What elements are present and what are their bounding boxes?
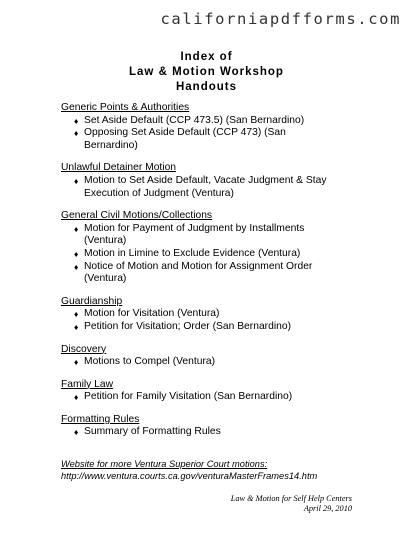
watermark: californiapdfforms.com: [160, 10, 401, 28]
website-note: [61, 459, 317, 482]
list-item-text: Summary of Formatting Rules: [84, 426, 221, 438]
section: [61, 414, 361, 439]
document-title: [0, 50, 413, 95]
diamond-bullet-icon: ♦: [74, 261, 79, 272]
diamond-bullet-icon: ♦: [74, 309, 79, 320]
list-item: [61, 261, 361, 286]
section-heading: Discovery: [61, 343, 107, 355]
footer: [231, 494, 352, 514]
diamond-bullet-icon: ♦: [74, 223, 79, 234]
handout-index: [61, 102, 361, 449]
list-item-text-continued: Bernardino): [84, 139, 138, 151]
section-heading: General Civil Motions/Collections: [61, 210, 213, 222]
list-item-text: Motion for Payment of Judgment by Installments: [84, 222, 305, 234]
list-item: [61, 356, 361, 369]
section-heading: Unlawful Detainer Motion: [61, 162, 177, 174]
list-item: [61, 223, 361, 248]
list-item-text: Motion for Visitation (Ventura): [84, 308, 220, 320]
footer-line-1: Law & Motion for Self Help Centers: [230, 494, 352, 503]
section: [61, 344, 361, 369]
section: [61, 162, 361, 200]
list-item: [61, 308, 361, 321]
list-item-text-continued: (Ventura): [84, 273, 127, 285]
title-line-1: Index of: [180, 51, 233, 63]
website-label: Website for more Ventura Superior Court motions:: [61, 459, 268, 469]
title-line-2: Law & Motion Workshop: [129, 66, 284, 78]
list-item: [61, 391, 361, 404]
list-item: [61, 321, 361, 334]
section: [61, 296, 361, 334]
diamond-bullet-icon: ♦: [74, 392, 79, 403]
diamond-bullet-icon: ♦: [74, 357, 79, 368]
list-item-text: Motions to Compel (Ventura): [84, 356, 216, 368]
list-item: [61, 127, 361, 152]
list-item-text: Set Aside Default (CCP 473.5) (San Bernardino): [84, 114, 305, 126]
list-item: [61, 115, 361, 128]
list-item: [61, 248, 361, 261]
diamond-bullet-icon: ♦: [74, 427, 79, 438]
section-heading: Family Law: [61, 378, 114, 390]
list-item-text: Petition for Family Visitation (San Bernardino): [84, 391, 293, 403]
list-item-text-continued: Execution of Judgment (Ventura): [84, 187, 234, 199]
section-heading: Formatting Rules: [61, 413, 140, 425]
list-item-text: Motion in Limine to Exclude Evidence (Ventura): [84, 247, 301, 259]
section: [61, 379, 361, 404]
diamond-bullet-icon: ♦: [74, 321, 79, 332]
list-item: [61, 426, 361, 439]
section: [61, 210, 361, 286]
list-item-text: Petition for Visitation; Order (San Bernardino): [84, 320, 291, 332]
diamond-bullet-icon: ♦: [74, 175, 79, 186]
list-item-text: Notice of Motion and Motion for Assignment Order: [84, 260, 313, 272]
section-heading: Guardianship: [61, 295, 123, 307]
list-item-text: Opposing Set Aside Default (CCP 473) (San: [84, 127, 286, 139]
footer-line-2: April 29, 2010: [303, 504, 352, 513]
title-line-3: Handouts: [175, 81, 238, 93]
list-item-text-continued: (Ventura): [84, 235, 127, 247]
diamond-bullet-icon: ♦: [74, 128, 79, 139]
list-item: [61, 175, 361, 200]
list-item-text: Motion to Set Aside Default, Vacate Judgment & Stay: [84, 174, 327, 186]
section-heading: Generic Points & Authorities: [61, 102, 190, 113]
website-url[interactable]: http://www.ventura.courts.ca.gov/venturaMasterFrames14.htm: [61, 470, 318, 481]
section: [61, 102, 361, 152]
diamond-bullet-icon: ♦: [74, 248, 79, 259]
diamond-bullet-icon: ♦: [74, 115, 79, 126]
